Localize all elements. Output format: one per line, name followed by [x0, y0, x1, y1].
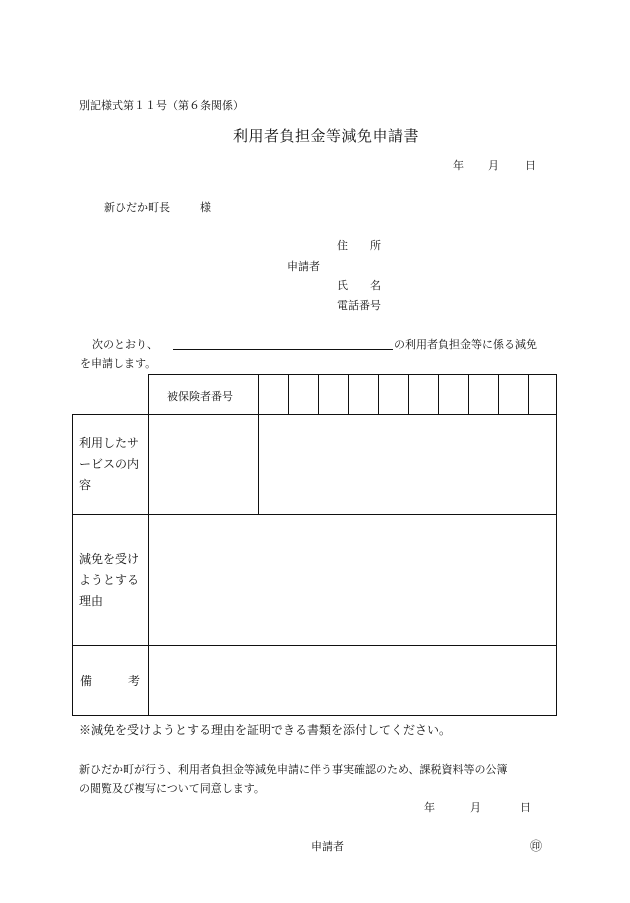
date-day-label: 日 [525, 159, 536, 172]
page-title: 利用者負担金等減免申請書 [233, 127, 420, 145]
reduction-reason-label: 減免を受け ようとする 理由 [79, 552, 140, 608]
applicant-name-label: 氏 名 [337, 279, 381, 292]
consent-date-month: 月 [470, 801, 481, 814]
intro-blank-underline [173, 349, 393, 350]
table-row3-border [72, 645, 557, 646]
intro-line2: を申請します。 [80, 357, 157, 370]
insured-digit-box [348, 374, 349, 414]
signature-label: 申請者 [311, 840, 344, 853]
addressee-suffix: 様 [200, 201, 211, 214]
insured-digit-box [498, 374, 499, 414]
consent-date-day: 日 [520, 801, 531, 814]
insured-digit-box [468, 374, 469, 414]
intro-suffix: の利用者負担金等に係る減免 [394, 338, 537, 351]
seal-mark: ㊞ [530, 839, 543, 853]
table-insured-divider [258, 374, 259, 515]
insured-digit-box [408, 374, 409, 414]
insured-digit-box [378, 374, 379, 414]
applicant-label: 申請者 [287, 260, 320, 273]
applicant-phone-label: 電話番号 [337, 299, 381, 312]
table-top-border [148, 374, 557, 375]
addressee: 新ひだか町長 [104, 201, 170, 214]
remarks-label: 備 考 [80, 674, 141, 688]
table-bottom-border [72, 715, 557, 716]
form-id: 別記様式第１１号（第６条関係） [79, 99, 244, 112]
consent-line2: の閲覧及び複写について同意します。 [79, 782, 265, 795]
insured-number-label: 被保険者番号 [167, 390, 233, 403]
attachment-note: ※減免を受けようとする理由を証明できる書類を添付してください。 [79, 723, 452, 737]
table-left-border [72, 414, 73, 716]
service-content-label: 利用したサ ービスの内 容 [79, 436, 140, 492]
applicant-address-label: 住 所 [337, 239, 381, 252]
insured-digit-box [288, 374, 289, 414]
intro-prefix: 次のとおり、 [92, 338, 158, 351]
consent-line1: 新ひだか町が行う、利用者負担金等減免申請に伴う事実確認のため、課税資料等の公簿 [79, 763, 508, 776]
date-month-label: 月 [488, 159, 499, 172]
table-row1-border [72, 414, 557, 415]
insured-digit-box [438, 374, 439, 414]
table-row2-border [72, 514, 557, 515]
consent-date-year: 年 [424, 801, 435, 814]
insured-digit-box [318, 374, 319, 414]
table-label-divider [148, 374, 149, 716]
date-year-label: 年 [453, 159, 464, 172]
table-right-border [556, 374, 557, 716]
insured-digit-box [528, 374, 529, 414]
